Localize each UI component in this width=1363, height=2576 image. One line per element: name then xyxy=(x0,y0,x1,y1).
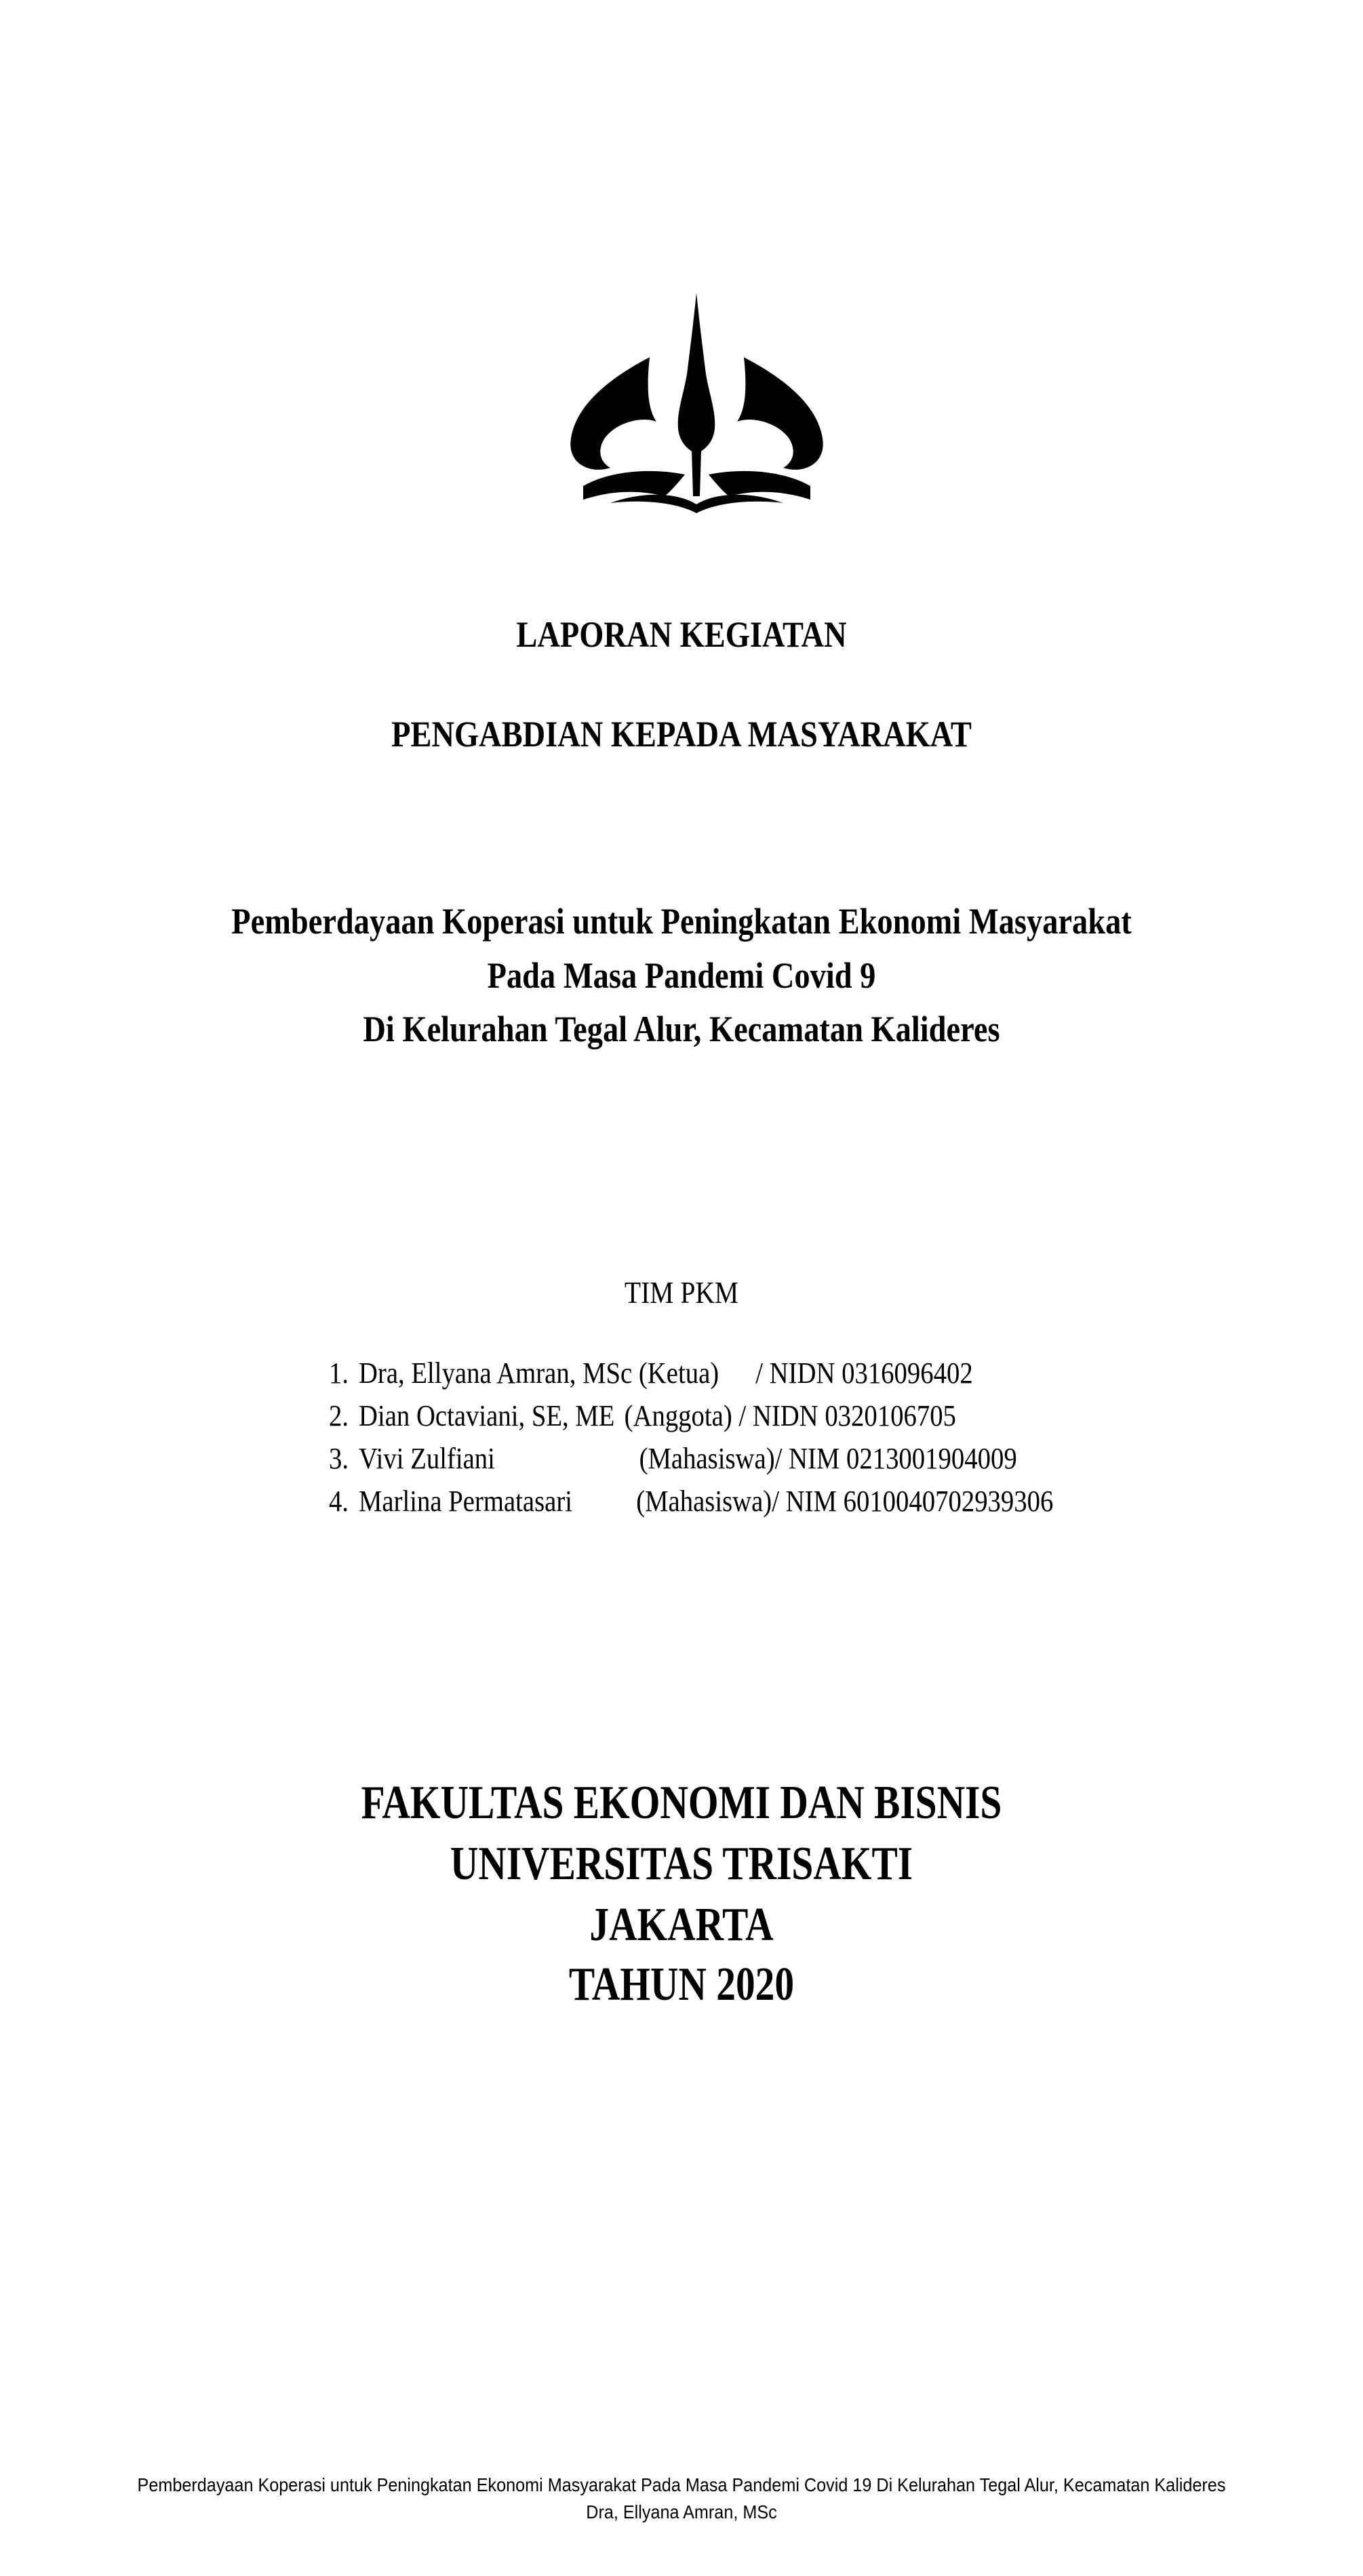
footer-author: Dra, Ellyana Amran, MSc xyxy=(586,2501,777,2522)
member-id: / NIDN 0316096402 xyxy=(755,1356,973,1390)
subject-line-3: Di Kelurahan Tegal Alur, Kecamatan Kalideres xyxy=(363,1009,1000,1049)
report-year: TAHUN 2020 xyxy=(568,1958,795,2011)
member-number: 2. xyxy=(329,1399,349,1432)
member-number: 1. xyxy=(329,1356,349,1390)
report-subtitle: PENGABDIAN KEPADA MASYARAKAT xyxy=(391,714,972,754)
member-name: Dian Octaviani, SE, ME xyxy=(359,1399,615,1432)
member-id: (Anggota) / NIDN 0320106705 xyxy=(624,1399,956,1432)
subject-line-2: Pada Masa Pandemi Covid 9 xyxy=(487,955,876,996)
member-number: 4. xyxy=(329,1485,349,1518)
member-id: (Mahasiswa)/ NIM 0213001904009 xyxy=(639,1442,1017,1475)
city-name: JAKARTA xyxy=(589,1899,774,1951)
list-item xyxy=(329,1441,1105,1484)
list-item xyxy=(329,1398,1105,1441)
list-item xyxy=(329,1356,1105,1398)
member-number: 3. xyxy=(329,1442,349,1475)
team-member-list xyxy=(329,1356,1105,1527)
report-title: LAPORAN KEGIATAN xyxy=(516,614,847,655)
member-id: (Mahasiswa)/ NIM 6010040702939306 xyxy=(636,1485,1054,1518)
subject-line-1: Pemberdayaan Koperasi untuk Peningkatan Ekonomi Masyarakat xyxy=(231,901,1132,942)
member-name: Marlina Permatasari xyxy=(359,1485,573,1518)
university-name: UNIVERSITAS TRISAKTI xyxy=(450,1838,913,1890)
member-name: Vivi Zulfiani xyxy=(359,1442,495,1475)
faculty-name: FAKULTAS EKONOMI DAN BISNIS xyxy=(361,1777,1002,1829)
footer-title: Pemberdayaan Koperasi untuk Peningkatan Ekonomi Masyarakat Pada Masa Pandemi Covid 19 Di Kelurahan Tegal Alur, Kecamatan Kalideres xyxy=(137,2474,1226,2495)
university-emblem-icon xyxy=(570,293,824,513)
list-item xyxy=(329,1484,1105,1527)
member-name: Dra, Ellyana Amran, MSc (Ketua) xyxy=(359,1356,719,1390)
team-title: TIM PKM xyxy=(624,1275,739,1310)
